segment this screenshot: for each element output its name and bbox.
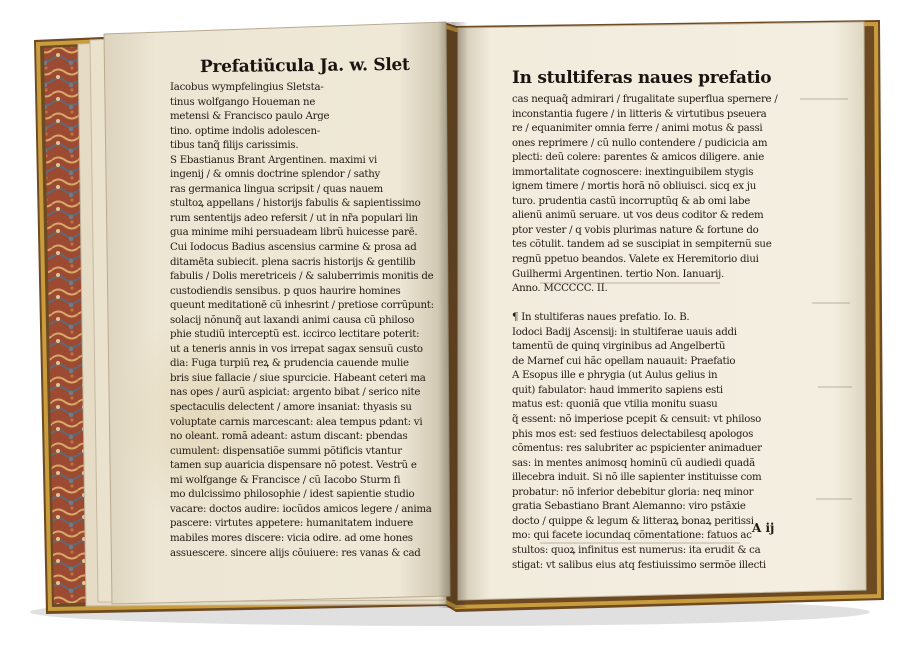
text-line: queunt meditationē cũ inhesrint / pretiose corrũpunt: [170, 300, 434, 312]
text-line: cumulent: dispensatiõe summi põtificis vtantur [170, 445, 402, 457]
text-line: dia: Fuga turpiũ reꝝ & prudencia cauende mulie [170, 358, 409, 370]
right-page-heading: In stultiferas naues prefatio [512, 68, 772, 88]
text-line: rum sententijs adeo refersit / ut in nr̃a populari lin [170, 212, 418, 224]
text-line: pascere: virtutes appetere: humanitatem induere [170, 518, 414, 530]
text-line: gratia Sebastiano Brant Alemanno: viro pstãxie [512, 501, 746, 513]
text-line: re / equanimiter omnia ferre / animi motus & passi [512, 123, 763, 135]
text-line: tamen sup auaricia dispensare nõ potest. Vestrũ e [170, 460, 417, 472]
text-line: tes cõtulit. tandem ad se suscipiat in sempiternũ sue [512, 239, 772, 251]
text-line [512, 297, 782, 312]
text-line: gua minime mihi persuadeam librũ huicesse parē. [170, 227, 418, 239]
text-line: bris siue fallacie / siue spurcicie. Habeant ceteri ma [170, 372, 426, 384]
text-line: Iacobus wympfelingius Sletsta- [170, 82, 324, 93]
text-line: plecti: deũ colere: parentes & amicos diligere. anie [512, 152, 764, 164]
text-line: cõmentus: res salubriter ac pspicienter animaduer [512, 443, 762, 455]
text-line: vacare: doctos audire: iocũdos amicos legere / anima [170, 503, 432, 515]
text-line: S Ebastianus Brant Argentinen. maximi vi [170, 154, 378, 166]
text-line: phis mos est: sed festiuos delectabilesq apologos [512, 428, 754, 440]
text-line: ptor vester / q vobis plurimas nature & fortune do [512, 224, 759, 236]
text-line: ut a teneris annis in vos irrepat sagax sensuũ custo [170, 343, 423, 355]
text-line: immortalitate cognoscere: inextinguibilem stygis [512, 166, 754, 178]
text-line: voluptate carnis marcescant: alea tempus pdant: vi [170, 416, 423, 428]
text-line: de Marnef cui hãc opellam nauauit: Praefatio [512, 355, 736, 367]
text-line: sas: in mentes animosq hominũ cũ audiedi quadã [512, 457, 755, 469]
text-line: tibus tanq̃ filijs carissimis. [170, 140, 299, 152]
text-line: matus est: quoniã que vtilia monitu suasu [512, 399, 718, 411]
text-line: ¶ In stultiferas naues prefatio. Io. B. [512, 312, 690, 324]
text-line: ones reprimere / cũ nullo contendere / pudicicia am [512, 137, 768, 149]
text-line: regnũ ppetuo beandos. Valete ex Heremitorio diui [512, 254, 759, 266]
text-line: turo. prudentia castũ incorruptũq & ab omi labe [512, 195, 751, 207]
text-line: cas nequaq̃ admirari / frugalitate superflua spernere / [512, 94, 778, 105]
text-line: stigat: vt salibus eius atq festiuissimo sermõe illecti [512, 559, 766, 571]
text-line: metensi & Francisco paulo Arge [170, 111, 330, 123]
signature-mark: A ij [752, 521, 775, 535]
text-line: ignem timere / mortis horã nõ obliuisci. sicq ex ju [512, 181, 757, 193]
text-line: Guilhermi Argentinen. tertio Non. Ianuarij. [512, 268, 725, 280]
text-line: quit) fabulator: haud immerito sapiens esti [512, 384, 723, 396]
text-line: probatur: nõ inferior debebitur gloria: neq minor [512, 486, 754, 498]
text-line: ras germanica lingua scripsit / quas nauem [170, 183, 383, 195]
text-line: Iodoci Badij Ascensij: in stultiferae uauis addi [512, 326, 737, 338]
text-line: nas opes / aurũ aspiciat: argento bibat / serico nite [170, 387, 421, 399]
text-line: tamentũ de quinq virginibus ad Angelbertũ [512, 341, 726, 353]
text-line: ditamēta subiecit. plena sacris historijs & gentilib [170, 256, 416, 268]
text-line: stultos: quoꝝ infinitus est numerus: ita erudit & ca [512, 544, 761, 556]
text-line: assuescere. sincere alijs cõuiuere: res vanas & cad [170, 547, 421, 559]
left-page-heading: Prefatiũcula Ja. w. Slet [199, 54, 410, 78]
right-page-text [512, 93, 782, 573]
text-line: no oleant. romã adeant: astum discant: pbendas [170, 431, 408, 443]
text-line: Anno. MCCCCC. II. [512, 283, 608, 295]
text-line: illecebra induit. Si nõ ille sapienter instituisse com [512, 472, 762, 484]
text-line: inconstantia fugere / in litteris & virtutibus pseuera [512, 108, 767, 120]
text-line: tinus wolfgango Houeman ne [170, 96, 316, 108]
text-line: A Esopus ille e phrygia (ut Aulus gelius in [512, 370, 718, 382]
text-line: ingenij / & omnis doctrine splendor / sathy [170, 169, 381, 181]
text-line: spectaculis delectent / amore insaniat: thyasis su [170, 402, 412, 414]
text-line: docto / quippe & legum & litteraꝝ bonaꝝ peritissi [512, 515, 754, 527]
text-line: mabiles mores discere: vicia odire. ad ome hones [170, 532, 413, 544]
text-line: alienũ animũ seruare. ut vos deus coditor & redem [512, 210, 764, 222]
text-line: Cui Iodocus Badius ascensius carmine & prosa ad [170, 242, 417, 254]
text-line: phie studiũ interceptũ est. iccirco lectitare poterit: [170, 329, 420, 341]
text-line: stultoꝝ appellans / historijs fabulis & sapientissimo [170, 198, 421, 210]
text-line: custodiendis sensibus. p quos haurire homines [170, 285, 401, 297]
text-line: mo: qui facete iocundaq cõmentatione: fatuos ac [512, 530, 752, 542]
text-line: mi wolfgange & Francisce / cũ Iacobo Sturm fi [170, 474, 401, 486]
text-line: solacij nõnunq̃ aut laxandi animi causa cũ philoso [170, 314, 415, 326]
text-line: q̃ essent: nõ imperiose pcepit & censuit: vt philoso [512, 414, 761, 426]
left-page-text [170, 81, 452, 561]
text-line: fabulis / Dolis meretriceis / & saluberrimis monitis de [170, 271, 434, 283]
text-line: mo dulcissimo philosophie / idest sapientie studio [170, 489, 415, 501]
text-line: tino. optime indolis adolescen- [170, 125, 320, 137]
